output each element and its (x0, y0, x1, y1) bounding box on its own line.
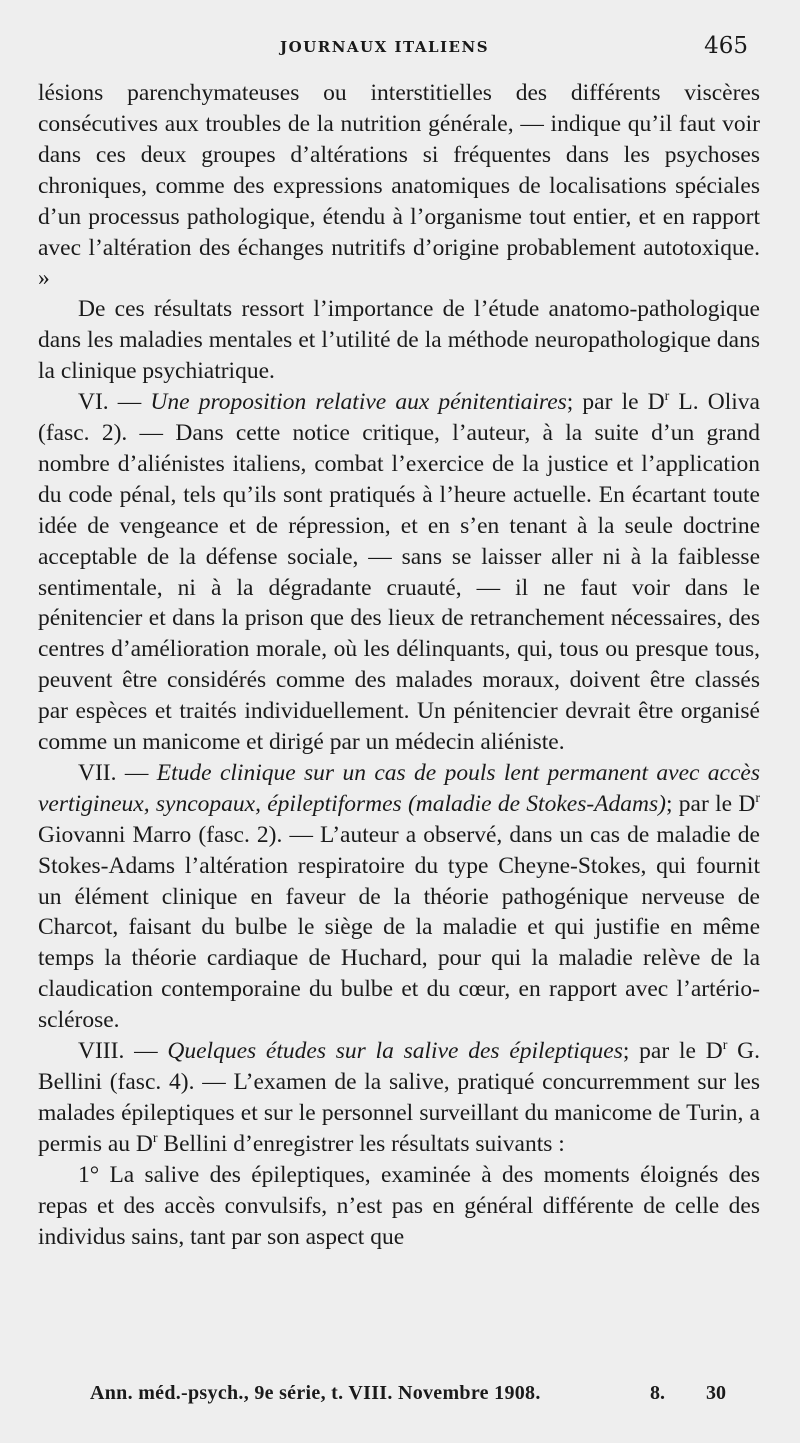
page-header (0, 33, 800, 60)
section-title: Une proposition relative aux pénitentiaires (150, 389, 567, 416)
section-number: VII. — (78, 759, 157, 786)
section-number: VIII. — (78, 1038, 168, 1065)
section-title: Etude clinique sur un cas de pouls lent permanent avec accès vertigineux, syncopaux, épileptiformes (maladie de Stokes-Adams) (38, 759, 760, 817)
paragraph-section-vii (38, 758, 760, 1036)
paragraph-2: De ces résultats ressort l’importance de l’étude anatomo-pathologique dans les maladies mentales et l’utilité de la méthode neuropathologique dans la clinique psychiatrique. (38, 296, 760, 385)
page-number: 465 (704, 33, 748, 59)
superscript: r (722, 1038, 728, 1054)
footer-signature-mark: 8. (650, 1382, 665, 1404)
page-footer (0, 1380, 800, 1410)
section-text: L. Oliva (fasc. 2). — Dans cette notice critique, l’auteur, à la suite d’un grand nombre d’aliénistes italiens, combat l’exercice de la justice et l’application du code pénal, tels qu’ils sont pratiqués à l’heure actuelle. En écartant toute idée de vengeance et de répression, et en s’en tenant à la seule doctrine acceptable de la défense sociale, — sans se laisser aller ni à la faiblesse sentimentale, ni à la dégradante cruauté, — il ne faut voir dans le pénitencier et dans la prison que des lieux de retranchement nécessaires, des centres d’amélioration morale, où les délinquants, qui, tous ou presque tous, peuvent être considérés comme des malades moraux, doivent être classés par espèces et traités individuellement. Un pénitencier devrait être organisé comme un manicome et dirigé par un médecin aliéniste. (38, 389, 760, 756)
body-text (38, 78, 760, 1252)
footer-journal-citation: Ann. méd.-psych., 9e série, t. VIII. Novembre 1908. (90, 1382, 541, 1404)
section-text: G. Bellini (fasc. 4). — L’examen de la salive, pratiqué concurremment sur les malades épileptiques et sur le personnel surveillant du manicome de Turin, a permis au D (38, 1038, 760, 1157)
paragraph-section-viii (38, 1036, 760, 1160)
section-number: VI. — (78, 389, 151, 416)
author-prefix: ; par le D (665, 790, 756, 817)
section-text: Giovanni Marro (fasc. 2). — L’auteur a observé, dans un cas de maladie de Stokes-Adams l’altération respiratoire du type Cheyne-Stokes, qui fournit un élément clinique en faveur de la théorie pathogénique nerveuse de Charcot, faisant du bulbe le siège de la maladie et qui justifie en même temps la théorie cardiaque de Huchard, pour qui la maladie relève de la claudication contemporaine du bulbe et du cœur, en rapport avec l’artério-sclérose. (38, 821, 760, 1034)
superscript: r (152, 1130, 158, 1146)
footer-sheet-number: 30 (706, 1382, 726, 1404)
section-text-cont: Bellini d’enregistrer les résultats suivants : (157, 1130, 565, 1157)
running-title: JOURNAUX ITALIENS (280, 38, 490, 56)
paragraph-section-vi (38, 387, 760, 758)
superscript: r (664, 389, 670, 405)
superscript: r (755, 791, 761, 807)
paragraph-1: lésions parenchymateuses ou interstitielles des différents viscères consécutives aux troubles de la nutrition générale, — indique qu’il faut voir dans ces deux groupes d’altérations si fréquentes dans les psychoses chroniques, comme des expressions anatomiques de localisations spéciales d’un processus pathologique, étendu à l’organisme tout entier, et en rapport avec l’altération des échanges nutritifs d’origine probablement autotoxique. » (38, 80, 760, 292)
paragraph-list-item-1: 1° La salive des épileptiques, examinée à des moments éloignés des repas et des accès convulsifs, n’est pas en général différente de celle des individus sains, tant par son aspect que (38, 1161, 760, 1250)
author-prefix: ; par le D (622, 1038, 723, 1065)
section-title: Quelques études sur la salive des épileptiques (167, 1038, 623, 1065)
author-prefix: ; par le D (566, 389, 665, 416)
